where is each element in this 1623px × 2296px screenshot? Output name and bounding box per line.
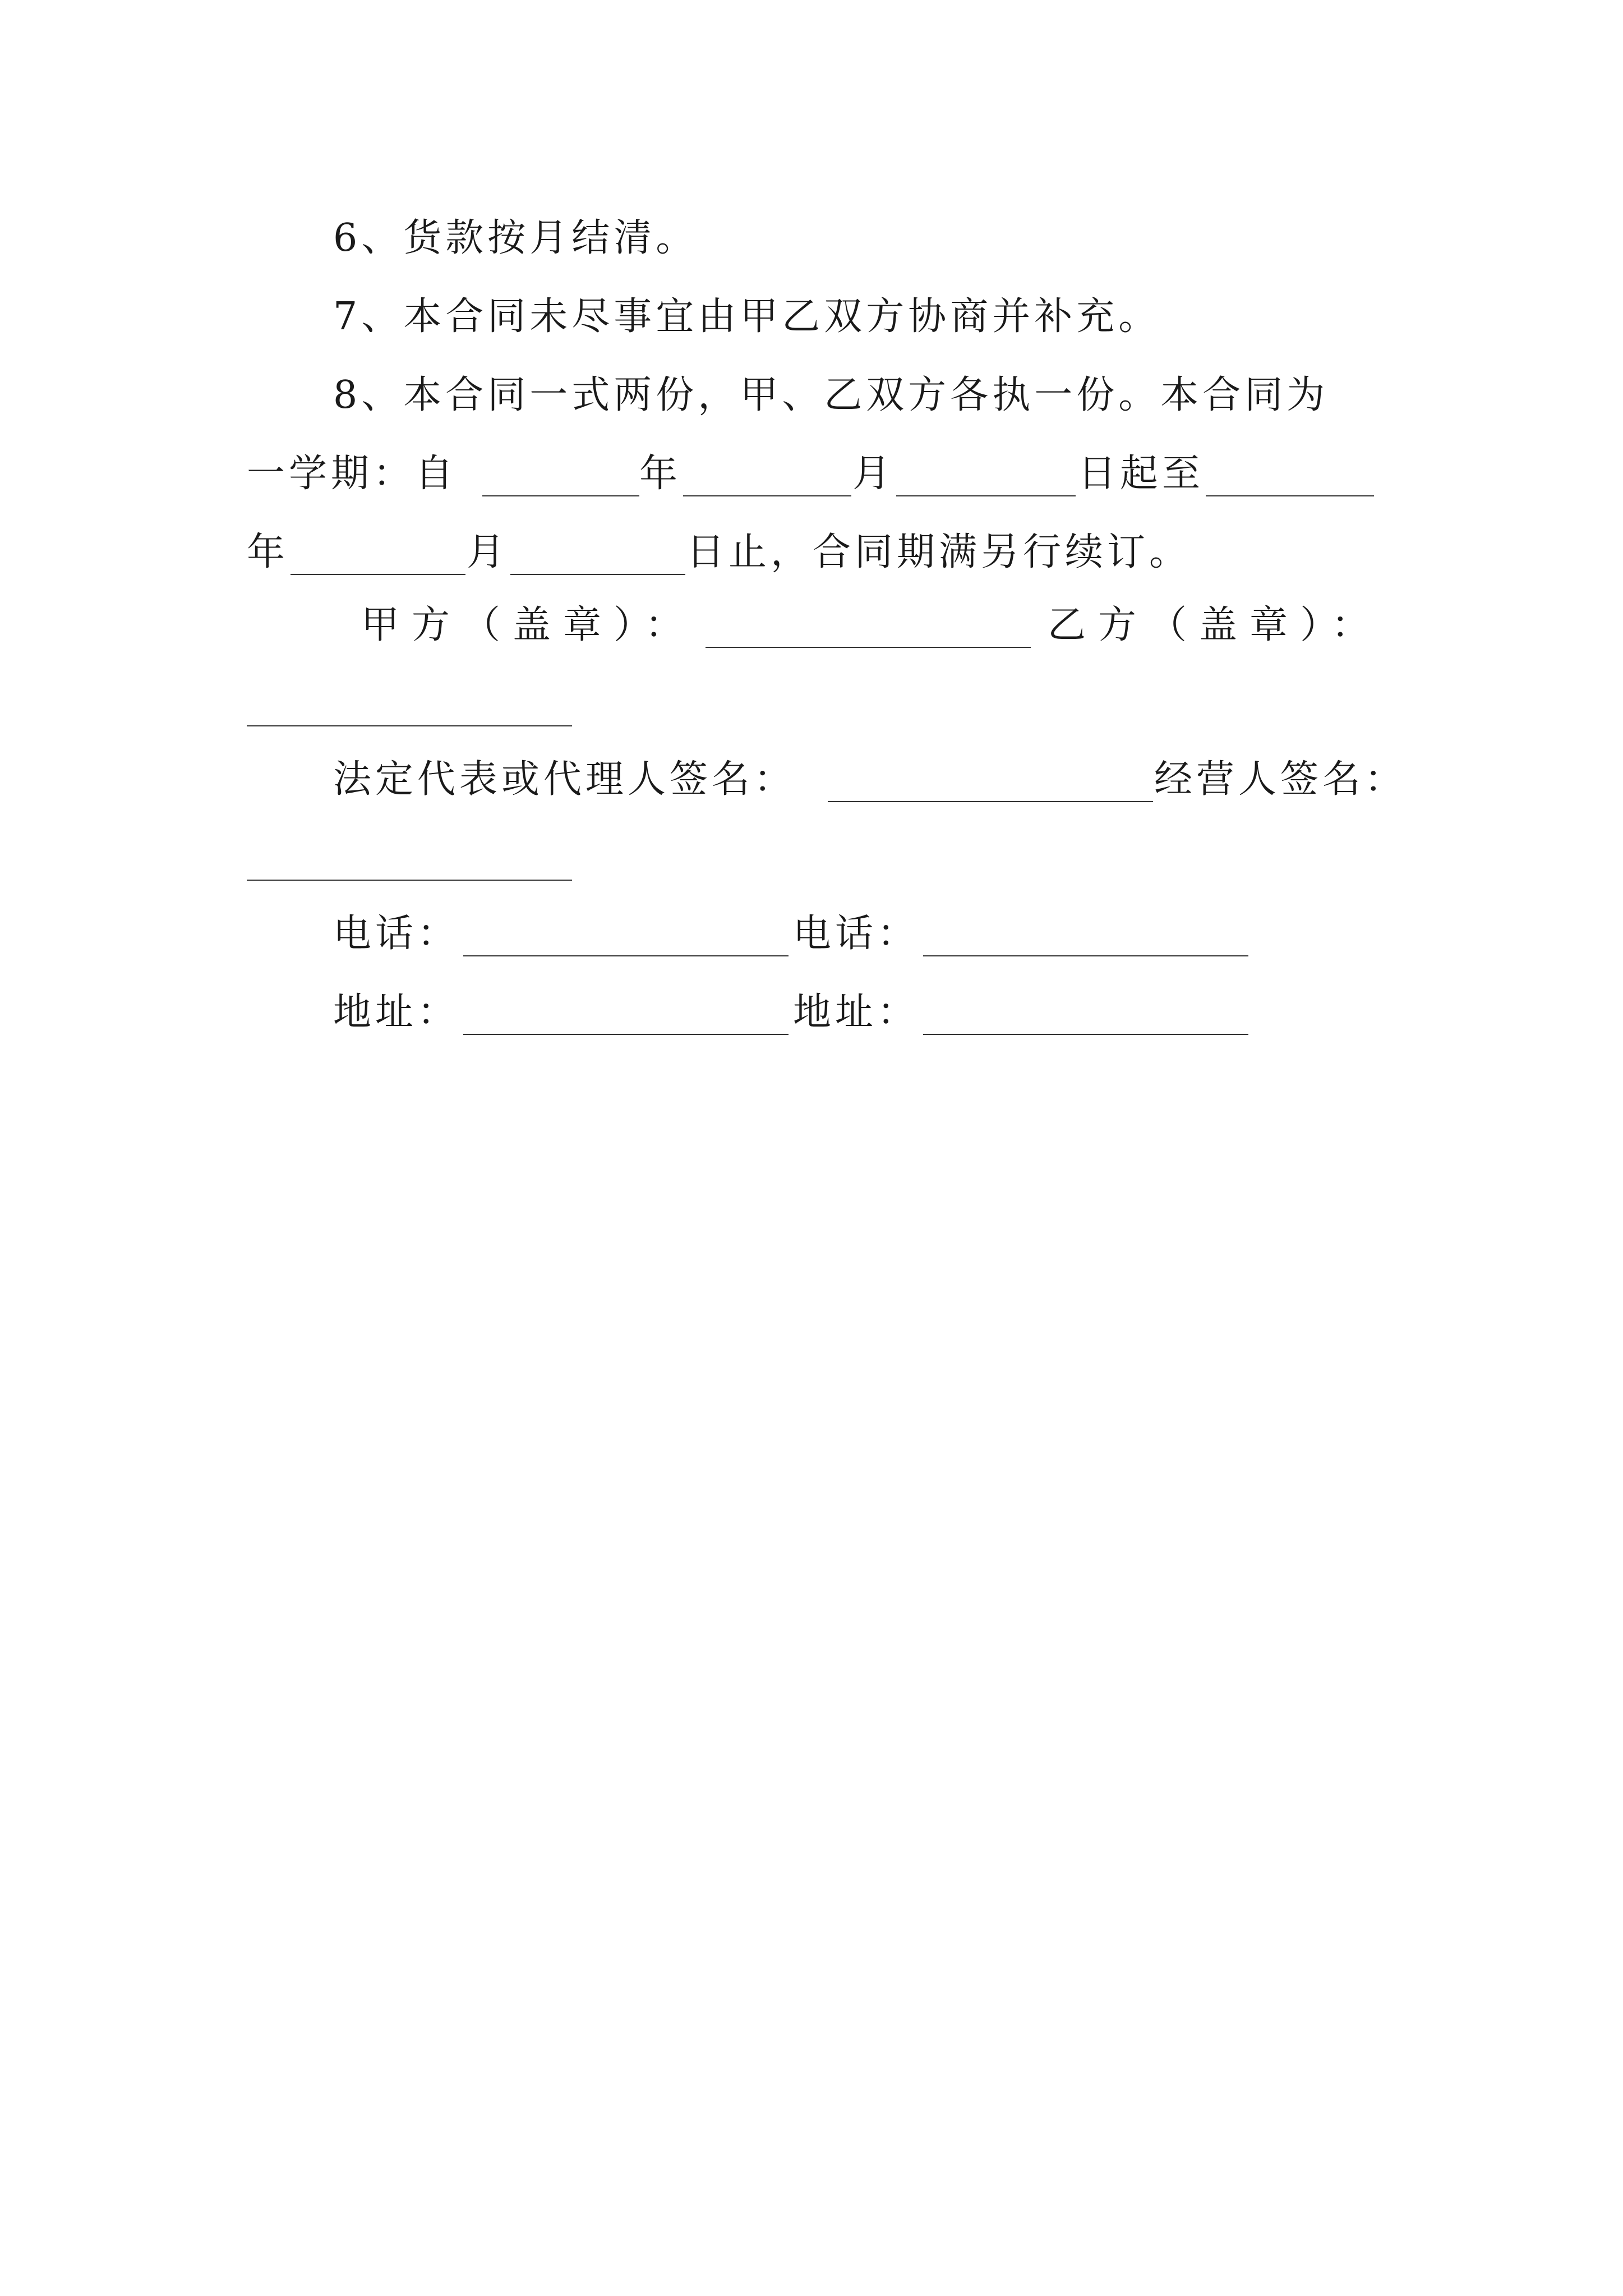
start-month-blank[interactable] — [683, 495, 851, 496]
end-day-blank[interactable] — [510, 574, 685, 575]
clause-7: 7、本合同未尽事宜由甲乙双方协商并补充。 — [333, 295, 1161, 339]
address-a-label: 地址： — [333, 990, 460, 1034]
start-year-blank[interactable] — [482, 495, 639, 496]
phone-b-label: 电话： — [793, 912, 920, 956]
clause-6: 6、货款按月结清。 — [333, 216, 698, 260]
legal-rep-blank[interactable] — [828, 801, 1153, 802]
party-a-seal-blank[interactable] — [706, 647, 1031, 648]
end-month-blank[interactable] — [291, 574, 465, 575]
start-month-label: 月 — [852, 452, 895, 496]
operator-blank[interactable] — [247, 880, 572, 881]
clause-8-line-1: 8、本合同一式两份，甲、乙双方各执一份。本合同为 — [333, 373, 1329, 417]
end-year-label: 年 — [247, 530, 289, 574]
start-day-blank[interactable] — [896, 495, 1076, 496]
phone-b-blank[interactable] — [923, 955, 1248, 956]
party-b-seal-label: 乙方（盖章）： — [1048, 603, 1382, 647]
clause-8-term-prefix: 一学期：自 — [247, 452, 458, 496]
party-a-seal-label: 甲方（盖章）： — [361, 603, 696, 647]
legal-rep-label: 法定代表或代理人签名： — [333, 757, 796, 802]
start-year-label: 年 — [639, 452, 682, 496]
end-year-blank[interactable] — [1206, 495, 1374, 496]
start-day-label: 日起至 — [1078, 452, 1205, 496]
party-b-seal-blank[interactable] — [247, 725, 572, 726]
address-a-blank[interactable] — [463, 1034, 789, 1035]
address-b-label: 地址： — [793, 990, 920, 1034]
end-month-label: 月 — [467, 530, 509, 574]
phone-a-blank[interactable] — [463, 955, 789, 956]
operator-label: 经营人签名： — [1154, 757, 1407, 802]
phone-a-label: 电话： — [333, 912, 460, 956]
end-day-suffix: 日止，合同期满另行续订。 — [686, 530, 1192, 574]
address-b-blank[interactable] — [923, 1034, 1248, 1035]
